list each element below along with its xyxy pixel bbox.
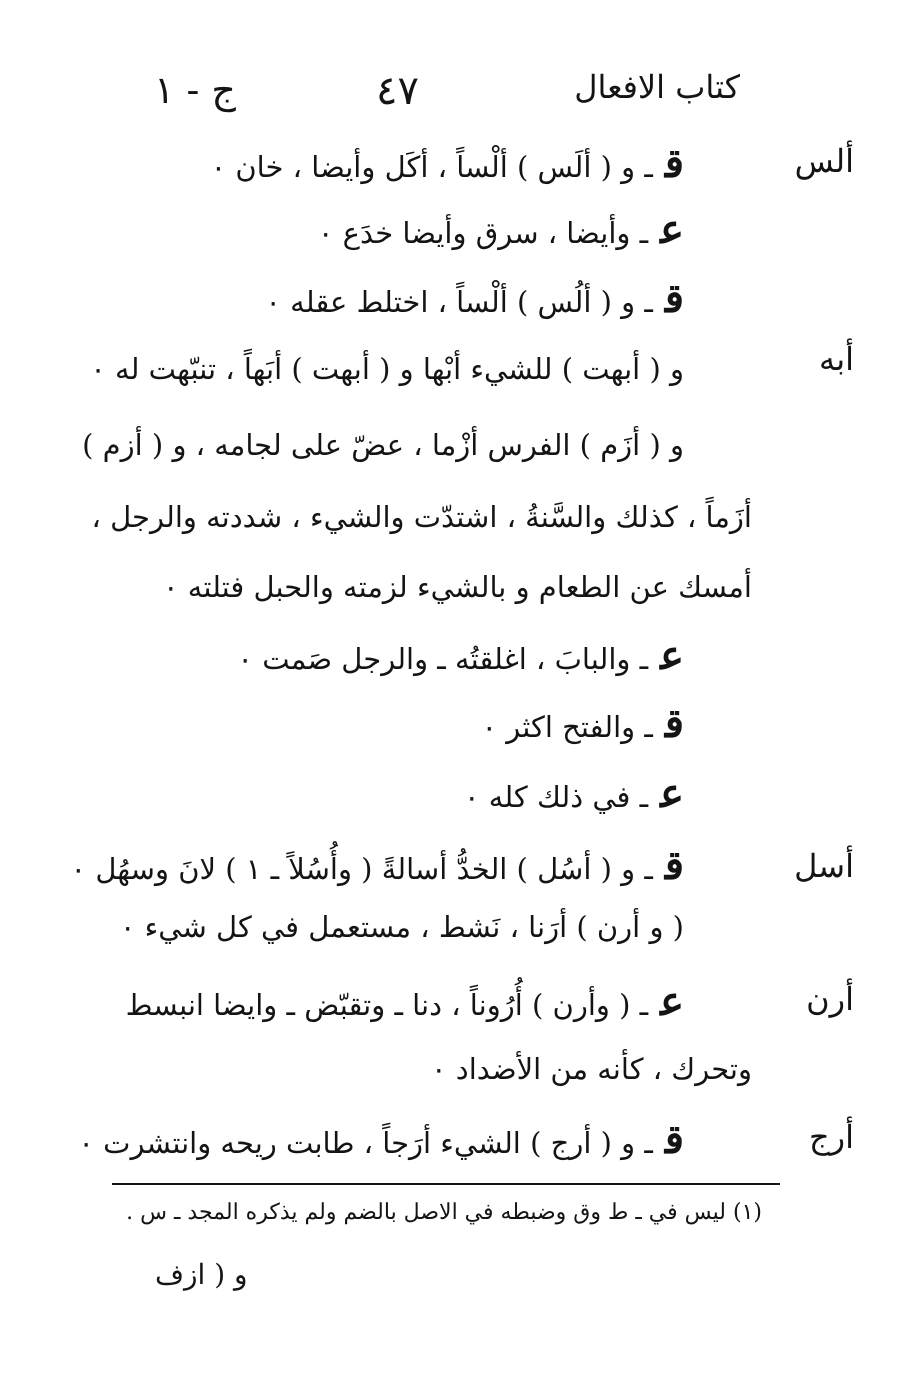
entry-text: ( و أرن ) أرَنا ، نَشط ، مستعمل في كل شيء ٠ — [119, 910, 684, 944]
entry-line — [78, 1116, 684, 1164]
root-word: أرج — [809, 1118, 854, 1156]
entry-text: ـ ( وأرن ) أُرُوناً ، دنا ـ وتقبّض ـ وايضا انبسط — [125, 988, 649, 1022]
entry-text: ـ والبابَ ، اغلقتُه ـ والرجل صَمت ٠ — [237, 642, 649, 676]
entry-line — [126, 978, 684, 1026]
entry-text: ـ والفتح اكثر ٠ — [481, 710, 653, 744]
source-marker: ع — [660, 770, 684, 817]
root-word: ألس — [794, 142, 854, 180]
entry-text: ـ و ( أسُل ) الخدُّ أسالةً ( وأُسُلاً ـ ١ ) لانَ وسهُل ٠ — [70, 852, 653, 886]
entry-line — [211, 140, 684, 188]
entry-line — [265, 275, 684, 323]
entry-text: وتحرك ، كأنه من الأضداد ٠ — [430, 1052, 752, 1086]
catchword: و ( ازف — [155, 1258, 248, 1291]
entry-line — [90, 352, 684, 387]
entry-text: أمسك عن الطعام و بالشيء لزمته والحبل فتلته ٠ — [162, 570, 752, 604]
entry-line — [318, 206, 684, 254]
source-marker: ق — [664, 700, 684, 747]
entry-text: ـ و ( ألُس ) ألْساً ، اختلط عقله ٠ — [265, 285, 653, 319]
entry-line — [431, 1052, 752, 1087]
root-word: أبه — [819, 340, 854, 378]
entry-line — [237, 632, 684, 680]
footnote: (١) ليس في ـ ط وق وضبطه في الاصل بالضم ولم يذكره المجد ـ س . — [126, 1200, 762, 1225]
volume-label: ج - ١ — [154, 68, 236, 112]
entry-text: ـ و ( ألَس ) ألْساً ، أكَل وأيضا ، خان ٠ — [210, 150, 653, 184]
entry-line — [71, 842, 684, 890]
entry-line — [481, 700, 684, 748]
page-number: ٤٧ — [376, 68, 419, 114]
root-word: أرن — [806, 980, 854, 1018]
entry-text: أزَماً ، كذلك والسَّنةُ ، اشتدّت والشيء ، شددته والرجل ، — [91, 500, 752, 534]
source-marker: ع — [660, 632, 684, 679]
source-marker: ق — [664, 275, 684, 322]
footnote-divider — [112, 1183, 780, 1185]
entry-text: ـ و ( أرج ) الشيء أرَجاً ، طابت ريحه وانتشرت ٠ — [78, 1126, 653, 1160]
entry-line — [464, 770, 684, 818]
root-word: أسل — [794, 847, 854, 885]
source-marker: ق — [664, 842, 684, 889]
entry-text: و ( أزَم ) الفرس أزْما ، عضّ على لجامه ، و ( أزم ) — [82, 428, 684, 462]
entry-text: و ( أبهت ) للشيء أبْها و ( أبهت ) أبَهاً ، تنبّهت له ٠ — [90, 352, 684, 386]
entry-text: ـ في ذلك كله ٠ — [463, 780, 649, 814]
entry-line — [92, 500, 752, 535]
entry-line — [163, 570, 752, 605]
entry-text: ـ وأيضا ، سرق وأيضا خدَع ٠ — [317, 216, 649, 250]
source-marker: ق — [664, 140, 684, 187]
entry-line — [120, 910, 684, 945]
source-marker: ع — [660, 206, 684, 253]
entry-line — [82, 428, 684, 463]
source-marker: ق — [664, 1116, 684, 1163]
source-marker: ع — [660, 978, 684, 1025]
page-header — [140, 68, 740, 118]
book-title: كتاب الافعال — [574, 68, 740, 106]
